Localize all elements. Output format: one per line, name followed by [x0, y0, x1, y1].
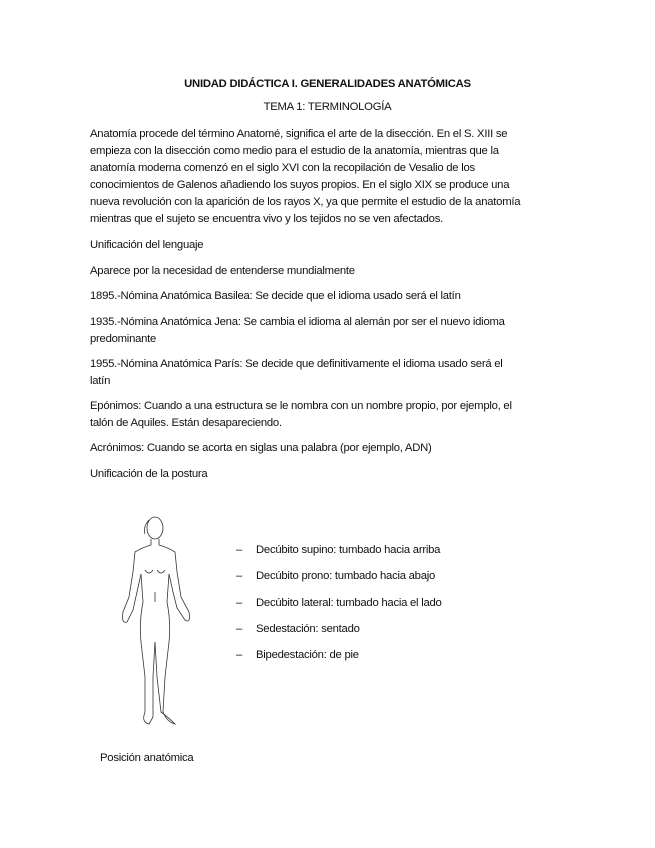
nomina-1895: 1895.-Nómina Anatómica Basilea: Se decide que el idioma usado será el latín: [90, 290, 461, 302]
bullet-dash: –: [236, 544, 243, 556]
intro-line: conocimientos de Galenos añadiendo los suyos propios. En el siglo XIX se produce una: [90, 179, 510, 191]
posture-item: Bipedestación: de pie: [256, 649, 359, 661]
document-title: UNIDAD DIDÁCTICA I. GENERALIDADES ANATÓMICAS: [184, 78, 471, 90]
acronimos: Acrónimos: Cuando se acorta en siglas una palabra (por ejemplo, ADN): [90, 442, 432, 454]
figure-caption: Posición anatómica: [100, 752, 194, 764]
bullet-dash: –: [236, 570, 243, 582]
posture-item: Decúbito prono: tumbado hacia abajo: [256, 570, 436, 582]
postura-heading: Unificación de la postura: [90, 468, 208, 480]
intro-line: empieza con la disección como medio para el estudio de la anatomía, mientras que la: [90, 145, 499, 157]
eponimos-cont: talón de Aquiles. Están desapareciendo.: [90, 417, 282, 429]
posture-item: Sedestación: sentado: [256, 623, 360, 635]
intro-line: Anatomía procede del término Anatomé, significa el arte de la disección. En el S. XIII se: [90, 128, 508, 140]
intro-line: anatomía moderna comenzó en el siglo XVI con la recopilación de Vesalio de los: [90, 162, 475, 174]
bullet-dash: –: [236, 649, 243, 661]
nomina-1935: 1935.-Nómina Anatómica Jena: Se cambia el idioma al alemán por ser el nuevo idioma: [90, 316, 505, 328]
bullet-dash: –: [236, 597, 243, 609]
document-subtitle: TEMA 1: TERMINOLOGÍA: [263, 101, 392, 113]
intro-line: nueva revolución con la aparición de los rayos X, ya que permite el estudio de la anatomía: [90, 196, 521, 208]
posture-item: Decúbito supino: tumbado hacia arriba: [256, 544, 441, 556]
nomina-1955-cont: latín: [90, 375, 111, 387]
eponimos: Epónimos: Cuando a una estructura se le nombra con un nombre propio, por ejemplo, el: [90, 400, 512, 412]
posture-item: Decúbito lateral: tumbado hacia el lado: [256, 597, 442, 609]
lenguaje-intro: Aparece por la necesidad de entenderse mundialmente: [90, 265, 355, 277]
bullet-dash: –: [236, 623, 243, 635]
lenguaje-heading: Unificación del lenguaje: [90, 239, 204, 251]
anatomical-position-figure: [105, 512, 205, 732]
intro-line: mientras que el sujeto se encuentra vivo y los tejidos no se ven afectados.: [90, 213, 444, 225]
nomina-1935-cont: predominante: [90, 333, 157, 345]
nomina-1955: 1955.-Nómina Anatómica París: Se decide que definitivamente el idioma usado será el: [90, 358, 503, 370]
